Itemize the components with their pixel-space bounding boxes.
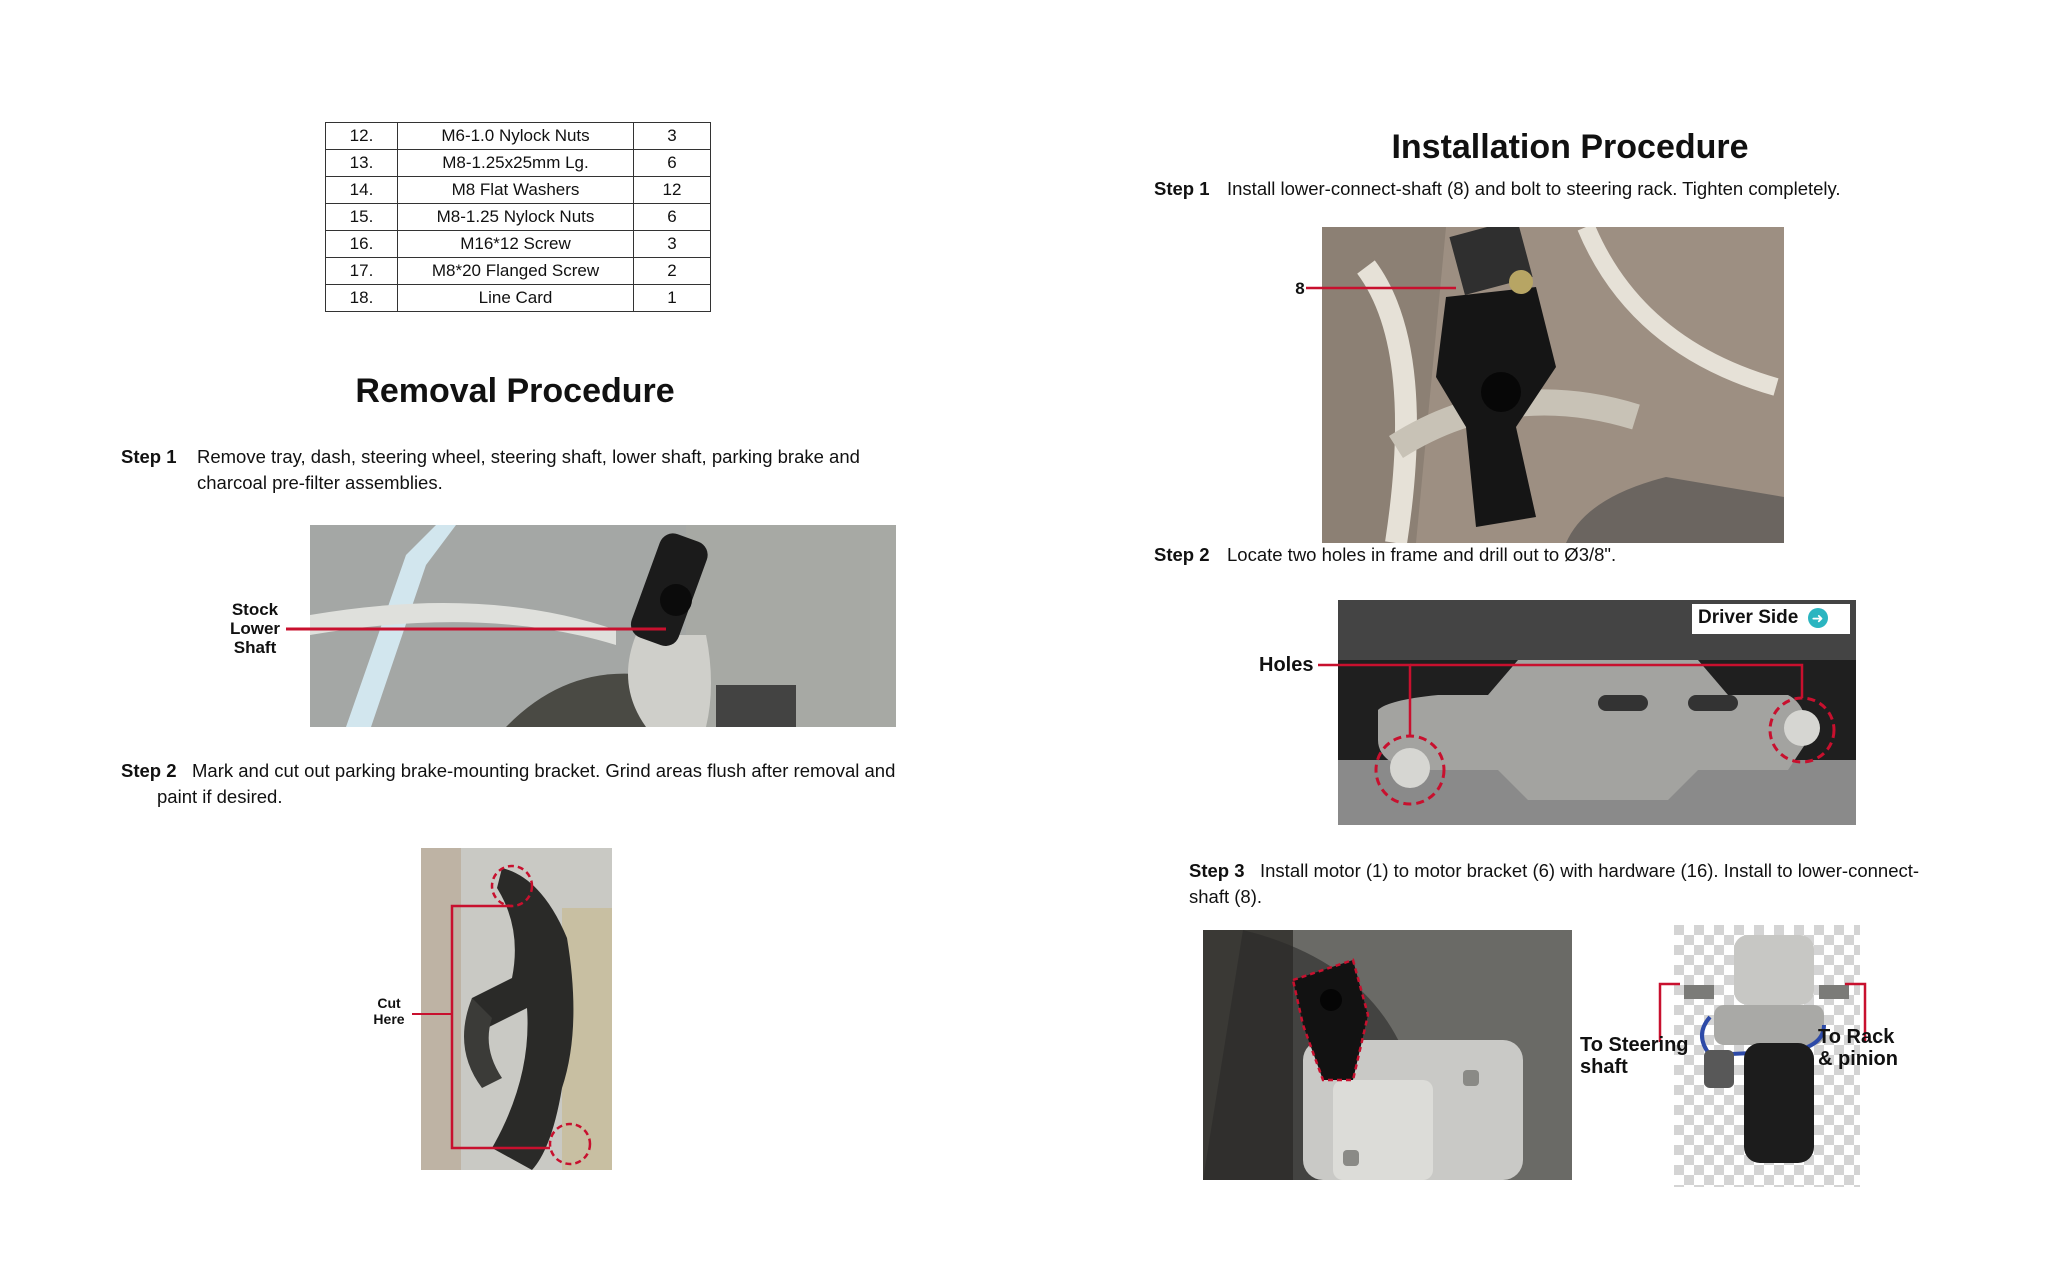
part-quantity: 12 xyxy=(634,177,711,204)
callout-line: To Steering xyxy=(1580,1034,1689,1056)
table-row xyxy=(326,123,711,150)
part-quantity: 6 xyxy=(634,150,711,177)
step-label: Step 2 xyxy=(1154,544,1210,565)
holes-callout: Holes xyxy=(1259,654,1314,676)
part-number: 13. xyxy=(326,150,398,177)
table-row xyxy=(326,285,711,312)
removal-step1 xyxy=(121,444,941,470)
step-text: Remove tray, dash, steering wheel, steering shaft, lower shaft, parking brake and xyxy=(197,446,860,467)
install-step3 xyxy=(1189,858,2029,884)
part-description: M8-1.25x25mm Lg. xyxy=(398,150,634,177)
part-quantity: 3 xyxy=(634,123,711,150)
install-step1 xyxy=(1154,176,2014,202)
removal-step2-cont: paint if desired. xyxy=(157,786,283,807)
part-description: M8-1.25 Nylock Nuts xyxy=(398,204,634,231)
install-photo-3 xyxy=(1203,930,1572,1180)
callout-line: To Rack xyxy=(1818,1026,1895,1048)
part-number: 14. xyxy=(326,177,398,204)
step-label: Step 2 xyxy=(121,760,177,781)
part-description: Line Card xyxy=(398,285,634,312)
stock-lower-shaft-callout xyxy=(218,600,292,657)
part-number: 18. xyxy=(326,285,398,312)
part-number: 15. xyxy=(326,204,398,231)
cut-here-callout xyxy=(362,995,416,1027)
install-photo-2 xyxy=(1318,600,1856,830)
parts-table xyxy=(325,122,711,312)
part-number: 17. xyxy=(326,258,398,285)
removal-step1-cont: charcoal pre-filter assemblies. xyxy=(197,472,443,493)
table-row xyxy=(326,231,711,258)
callout-line: Shaft xyxy=(233,638,277,657)
callout-line: shaft xyxy=(1580,1056,1628,1078)
callout-line: Cut xyxy=(377,995,401,1011)
part-8-callout: 8 xyxy=(1295,279,1305,298)
part-description: M6-1.0 Nylock Nuts xyxy=(398,123,634,150)
callout-line: & pinion xyxy=(1818,1048,1898,1070)
install-photo-1 xyxy=(1306,227,1784,543)
table-row xyxy=(326,258,711,285)
step-label: Step 3 xyxy=(1189,860,1245,881)
callout-line: Here xyxy=(373,1011,405,1027)
step-text: Locate two holes in frame and drill out to Ø3/8". xyxy=(1227,544,1617,565)
removal-photo-1 xyxy=(286,525,896,727)
install-step2 xyxy=(1154,542,2014,568)
table-row xyxy=(326,150,711,177)
step-label: Step 1 xyxy=(121,446,177,467)
part-description: M16*12 Screw xyxy=(398,231,634,258)
part-quantity: 1 xyxy=(634,285,711,312)
step-text: Mark and cut out parking brake-mounting bracket. Grind areas flush after removal and xyxy=(192,760,896,781)
driver-side-label: Driver Side xyxy=(1698,607,1799,628)
part-quantity: 2 xyxy=(634,258,711,285)
table-row xyxy=(326,204,711,231)
callout-line: Lower xyxy=(229,619,281,638)
table-row xyxy=(326,177,711,204)
to-steering-shaft-label xyxy=(1580,1034,1689,1078)
to-rack-pinion-label xyxy=(1818,1026,1898,1070)
step-label: Step 1 xyxy=(1154,178,1210,199)
callout-line: Stock xyxy=(231,600,279,619)
part-number: 12. xyxy=(326,123,398,150)
part-description: M8 Flat Washers xyxy=(398,177,634,204)
step-text: Install lower-connect-shaft (8) and bolt to steering rack. Tighten completely. xyxy=(1227,178,1841,199)
installation-title: Installation Procedure xyxy=(1391,128,1749,166)
part-number: 16. xyxy=(326,231,398,258)
install-step3-cont: shaft (8). xyxy=(1189,886,1262,907)
step-text: Install motor (1) to motor bracket (6) with hardware (16). Install to lower-connect- xyxy=(1260,860,1920,881)
driver-side-badge xyxy=(1698,607,1828,629)
removal-photo-2 xyxy=(412,848,612,1170)
part-description: M8*20 Flanged Screw xyxy=(398,258,634,285)
removal-title: Removal Procedure xyxy=(355,372,675,410)
removal-step2 xyxy=(121,758,941,784)
part-quantity: 6 xyxy=(634,204,711,231)
arrow-right-icon: ➜ xyxy=(1808,608,1828,628)
part-quantity: 3 xyxy=(634,231,711,258)
